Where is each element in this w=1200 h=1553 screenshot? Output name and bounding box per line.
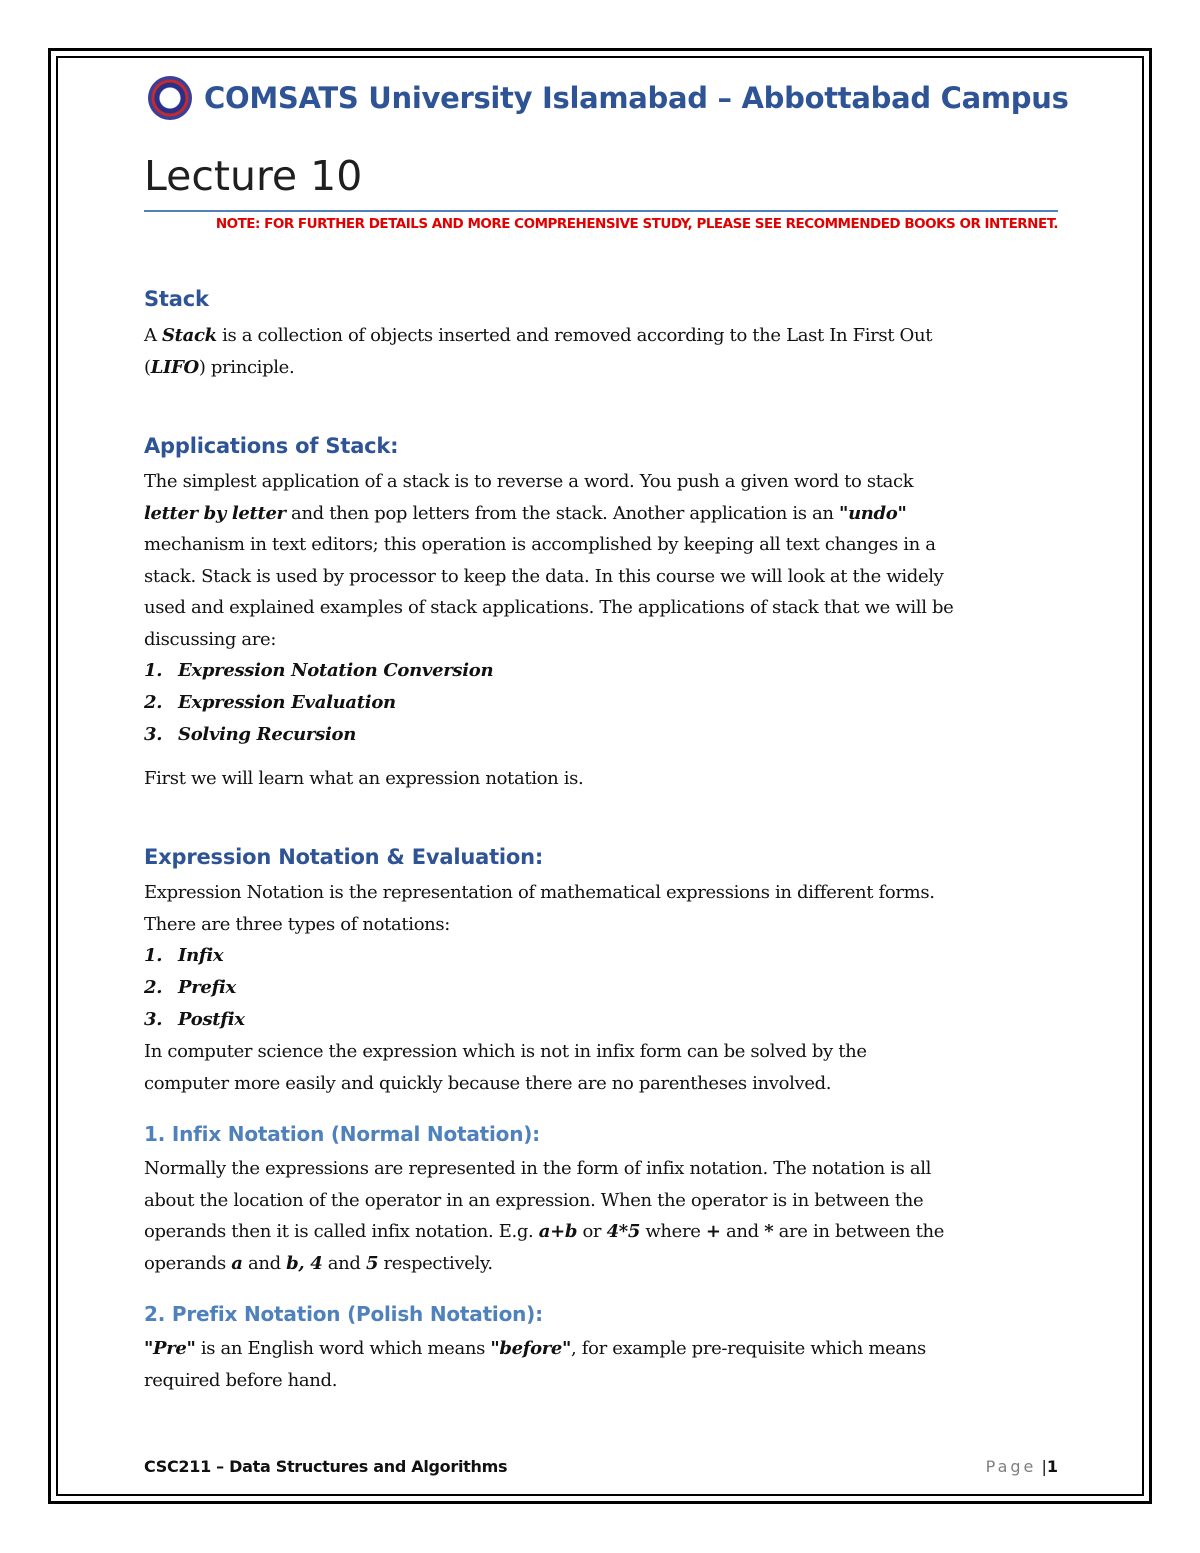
section-heading-stack: Stack [144,287,209,311]
notation-closing-paragraph: In computer science the expression which is not in infix form can be solved by the computer more easily and quickly because there are no parentheses involved. [144,1041,867,1094]
subsection-heading-infix: 1. Infix Notation (Normal Notation): [144,1122,540,1146]
page-separator: | [1041,1457,1047,1476]
stack-definition: A Stack is a collection of objects inserted and removed according to the Last In First Out (LIFO) principle. [144,325,933,378]
list-item: 3. Postfix [144,1009,245,1030]
page-number: 1 [1046,1457,1058,1476]
applications-paragraph: The simplest application of a stack is to reverse a word. You push a given word to stack letter by letter and then pop letters from the stack. Another application is an "undo" mechanism in text editors; this operation is accomplished by keeping all text changes in a stack. Stack is used by processor to keep the data. In this course we will look at the widely used and explained examples of stack applications. The applications of stack that we will be discussing are: [144,471,954,650]
footer-course-name: CSC211 – Data Structures and Algorithms [144,1457,508,1476]
list-item: 3. Solving Recursion [144,724,356,745]
applications-list [144,655,493,751]
prefix-paragraph: "Pre" is an English word which means "before", for example pre-requisite which means required before hand. [144,1338,926,1391]
page-label: Page [985,1457,1037,1476]
lecture-title: Lecture 10 [144,152,363,200]
section-heading-applications: Applications of Stack: [144,434,399,458]
note-text: NOTE: FOR FURTHER DETAILS AND MORE COMPREHENSIVE STUDY, PLEASE SEE RECOMMENDED BOOKS OR INTERNET. [215,216,1058,232]
section-heading-notation: Expression Notation & Evaluation: [144,845,544,869]
list-item: 2. Prefix [144,977,236,998]
list-item: 2. Expression Evaluation [144,692,396,713]
applications-followup: First we will learn what an expression notation is. [144,768,584,789]
list-item: 1. Infix [144,945,224,966]
university-seal-icon [148,76,192,120]
infix-paragraph: Normally the expressions are represented in the form of infix notation. The notation is all about the location of the operator in an expression. When the operator is in between the operands then it is called infix notation. E.g. a+b or 4*5 where + and * are in between the operands a and b, 4 and 5 respectively. [144,1158,945,1274]
document-header [148,76,1069,120]
list-item: 1. Expression Notation Conversion [144,660,494,681]
institution-name: COMSATS University Islamabad – Abbottabad Campus [204,81,1069,115]
notation-paragraph: Expression Notation is the representation of mathematical expressions in different forms. There are three types of notations: [144,882,935,935]
title-divider [144,210,1058,212]
subsection-heading-prefix: 2. Prefix Notation (Polish Notation): [144,1302,543,1326]
footer-page-number [986,1457,1058,1476]
notation-types-list [144,940,245,1036]
